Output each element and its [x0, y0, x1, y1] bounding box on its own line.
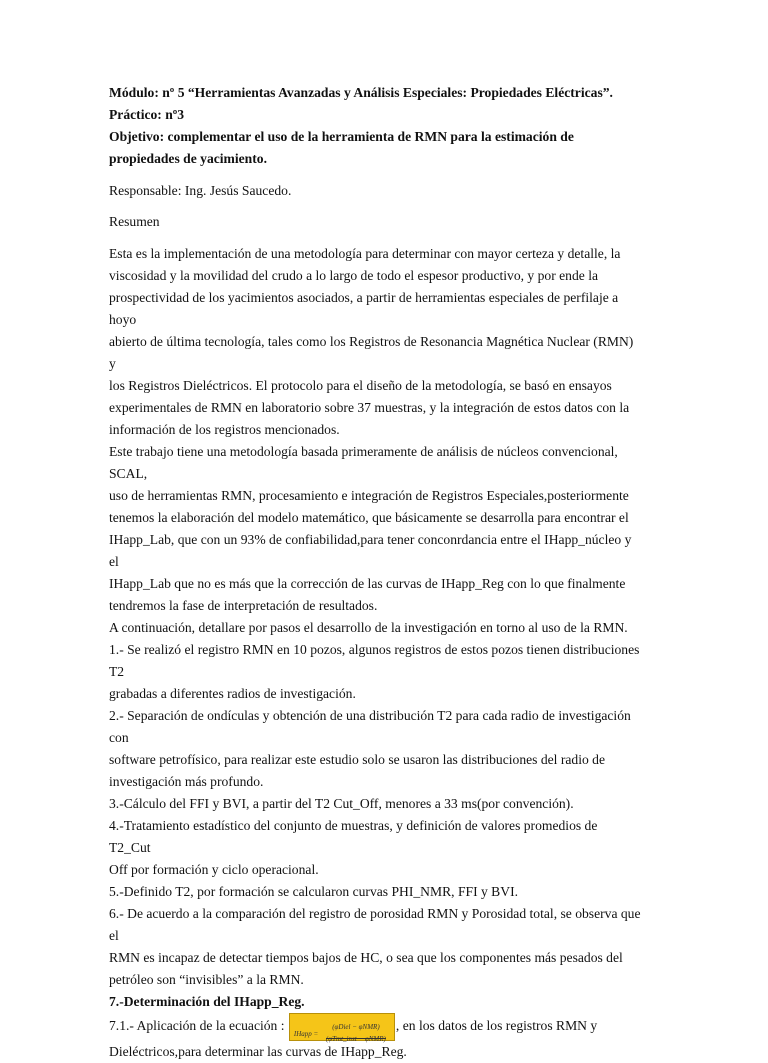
body-line: información de los registros mencionados.: [109, 422, 340, 437]
step-7-1-line: [109, 1013, 641, 1041]
body-line: IHapp_Lab, que con un 93% de confiabilidad,para tener conconrdancia entre el IHapp_núcleo y el: [109, 532, 632, 569]
body-line: 2.- Separación de ondículas y obtención de una distribución T2 para cada radio de investigación con: [109, 708, 631, 745]
body-line: 5.-Definido T2, por formación se calcularon curvas PHI_NMR, FFI y BVI.: [109, 884, 518, 899]
body-line: los Registros Dieléctricos. El protocolo para el diseño de la metodología, se basó en ensayos: [109, 378, 612, 393]
body-line: investigación más profundo.: [109, 774, 264, 789]
step-7-1-text-after: , en los datos de los registros RMN y: [395, 1018, 598, 1034]
equation-denominator: (φTmt_inst − φNMR): [325, 1035, 386, 1043]
body-line: petróleo son “invisibles” a la RMN.: [109, 972, 304, 987]
step-7-1-line-2: Dieléctricos,para determinar las curvas de IHapp_Reg.: [109, 1044, 407, 1059]
body-line: abierto de última tecnología, tales como los Registros de Resonancia Magnética Nuclear (RMN) y: [109, 334, 634, 371]
body-line: software petrofísico, para realizar este estudio solo se usaron las distribuciones del radio de: [109, 752, 606, 767]
body-line: tenemos la elaboración del modelo matemático, que básicamente se desarrolla para encontrar el: [109, 510, 629, 525]
body-line: tendremos la fase de interpretación de resultados.: [109, 598, 378, 613]
body-line: RMN es incapaz de detectar tiempos bajos de HC, o sea que los componentes más pesados del: [109, 950, 623, 965]
equation-image: [289, 1013, 395, 1041]
body-line: 3.-Cálculo del FFI y BVI, a partir del T2 Cut_Off, menores a 33 ms(por convención).: [109, 796, 574, 811]
body-line: A continuación, detallare por pasos el desarrollo de la investigación en torno al uso de la RMN.: [109, 620, 628, 635]
responsable-line: Responsable: Ing. Jesús Saucedo.: [109, 183, 292, 198]
body-line: grabadas a diferentes radios de investigación.: [109, 686, 356, 701]
step-7-1-text: 7.1.- Aplicación de la ecuación :: [109, 1018, 288, 1034]
body-line: prospectividad de los yacimientos asociados, a partir de herramientas especiales de perfilaje a hoyo: [109, 290, 619, 327]
body-line: Este trabajo tiene una metodología basada primeramente de análisis de núcleos convencional, SCAL,: [109, 444, 618, 481]
objective-line-1: Objetivo: complementar el uso de la herramienta de RMN para la estimación de: [109, 129, 574, 144]
body-text: [109, 243, 641, 1063]
practice-number: Práctico: nº3: [109, 107, 185, 122]
body-line: Off por formación y ciclo operacional.: [109, 862, 319, 877]
document-page: [109, 82, 641, 1063]
module-title: Módulo: nº 5 “Herramientas Avanzadas y Análisis Especiales: Propiedades Eléctricas”.: [109, 85, 613, 100]
body-line: uso de herramientas RMN, procesamiento e integración de Registros Especiales,posteriormente: [109, 488, 629, 503]
body-line: experimentales de RMN en laboratorio sobre 37 muestras, y la integración de estos datos con la: [109, 400, 630, 415]
equation-lhs: IHapp =: [293, 1030, 319, 1038]
equation-numerator: (φDiel − φNMR): [326, 1016, 386, 1039]
body-line: IHapp_Lab que no es más que la corrección de las curvas de IHapp_Reg con lo que finalmente: [109, 576, 626, 591]
body-line: 6.- De acuerdo a la comparación del registro de porosidad RMN y Porosidad total, se observa que el: [109, 906, 641, 943]
objective-line-2: propiedades de yacimiento.: [109, 151, 267, 166]
body-line: 1.- Se realizó el registro RMN en 10 pozos, algunos registros de estos pozos tienen distribuciones T2: [109, 642, 640, 679]
step-7-heading: 7.-Determinación del IHapp_Reg.: [109, 994, 305, 1009]
body-line: Esta es la implementación de una metodología para determinar con mayor certeza y detalle, la: [109, 246, 621, 261]
resumen-heading: Resumen: [109, 214, 160, 229]
body-line: 4.-Tratamiento estadístico del conjunto de muestras, y definición de valores promedios de T2_Cut: [109, 818, 598, 855]
body-line: viscosidad y la movilidad del crudo a lo largo de todo el espesor productivo, y por ende la: [109, 268, 599, 283]
